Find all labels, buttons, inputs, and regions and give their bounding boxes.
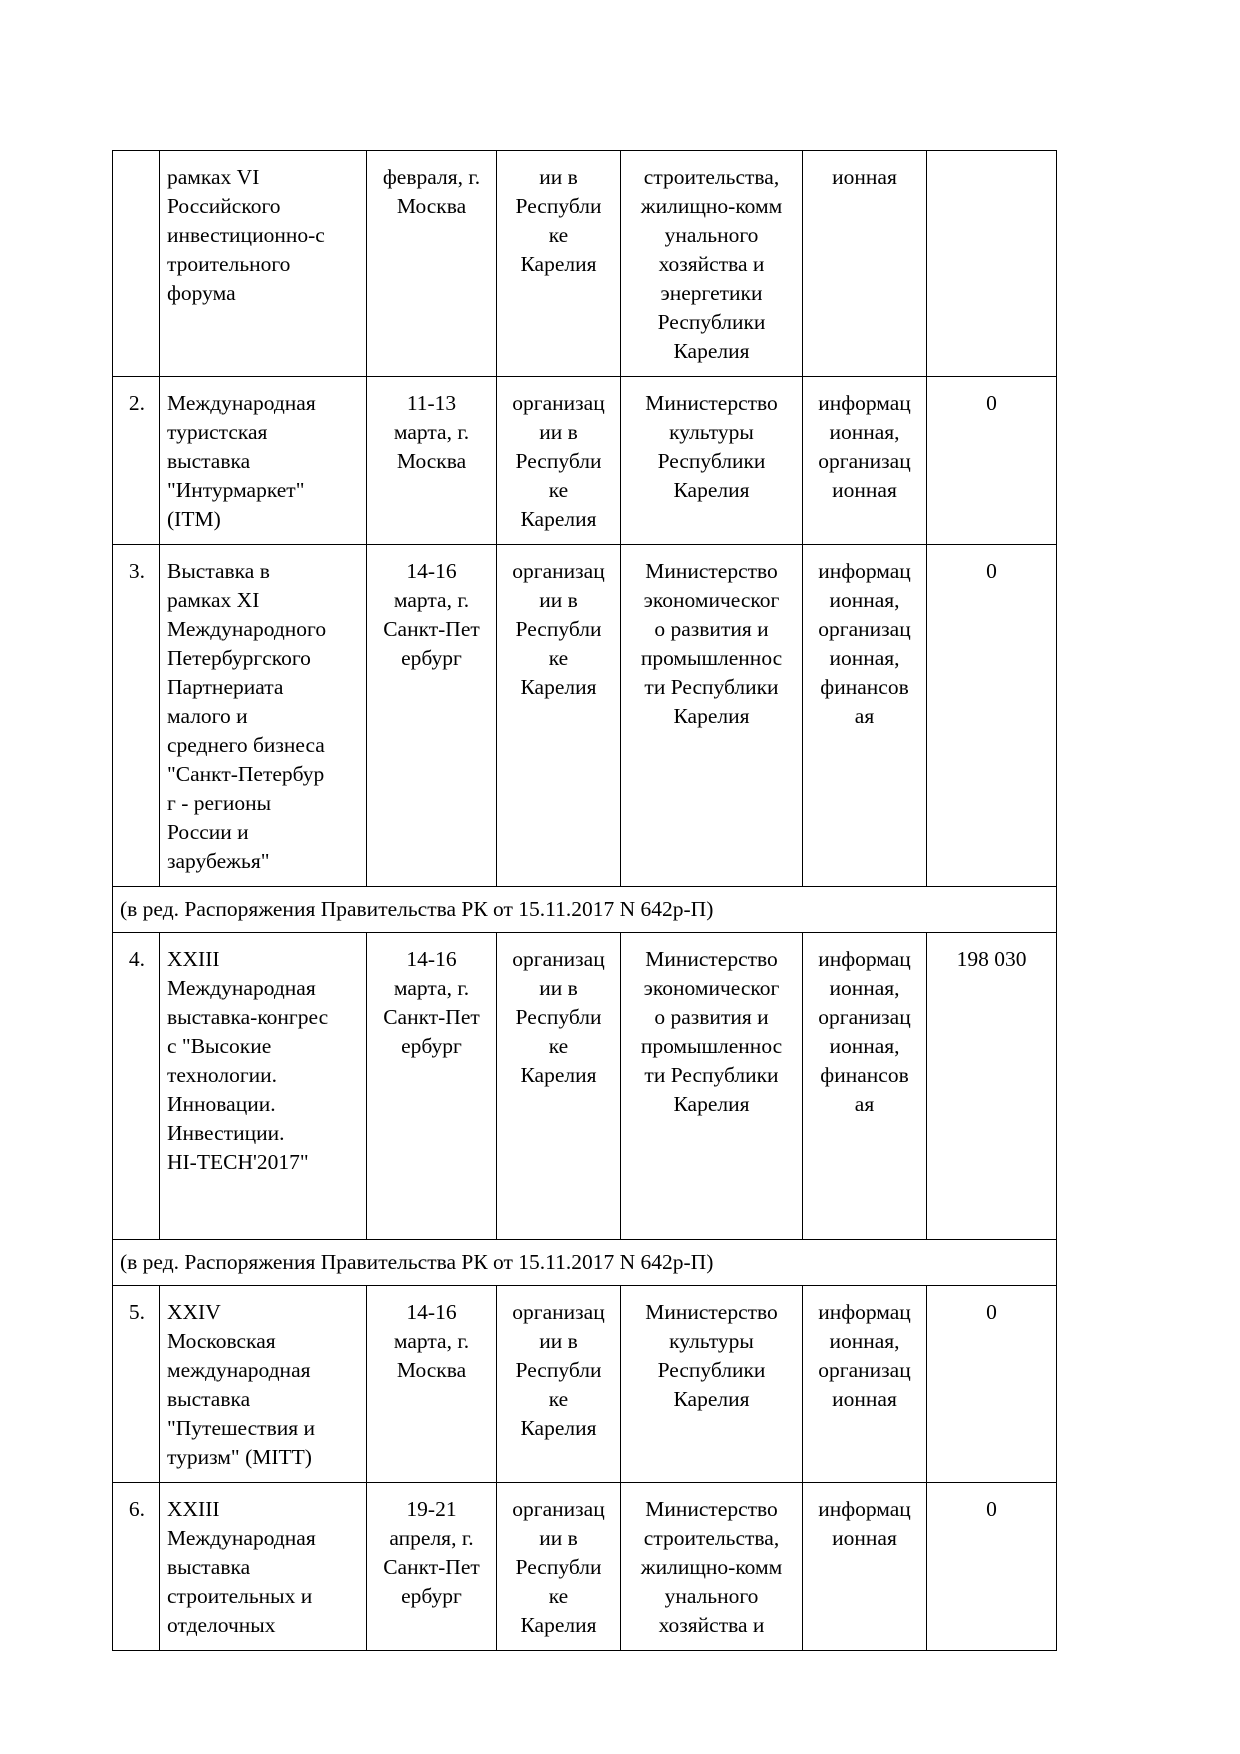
table-row	[113, 933, 1057, 1240]
event-date-place: 19-21 апреля, г. Санкт-Пет ербург	[367, 1483, 497, 1651]
events-table	[112, 150, 1057, 1651]
event-name: XXIII Международная выставка-конгрес с "Высокие технологии. Инновации. Инвестиции. HI-TECH'2017"	[160, 933, 367, 1240]
participants: ии в Республи ке Карелия	[497, 151, 621, 377]
participants: организац ии в Республи ке Карелия	[497, 545, 621, 887]
participants: организац ии в Республи ке Карелия	[497, 1286, 621, 1483]
row-number: 5.	[113, 1286, 160, 1483]
row-number: 6.	[113, 1483, 160, 1651]
row-number: 2.	[113, 377, 160, 545]
amendment-note: (в ред. Распоряжения Правительства РК от 15.11.2017 N 642р-П)	[113, 1240, 1057, 1286]
support-type: информац ионная, организац ионная, финансов ая	[803, 933, 927, 1240]
support-type: информац ионная	[803, 1483, 927, 1651]
table-row	[113, 1483, 1057, 1651]
row-number: 3.	[113, 545, 160, 887]
event-name: Международная туристская выставка "Интурмаркет" (ITM)	[160, 377, 367, 545]
event-date-place: февраля, г. Москва	[367, 151, 497, 377]
event-date-place: 14-16 марта, г. Санкт-Пет ербург	[367, 545, 497, 887]
table-row	[113, 151, 1057, 377]
row-number	[113, 151, 160, 377]
support-type: информац ионная, организац ионная	[803, 1286, 927, 1483]
table-row	[113, 377, 1057, 545]
participants: организац ии в Республи ке Карелия	[497, 1483, 621, 1651]
table-row	[113, 1286, 1057, 1483]
row-number: 4.	[113, 933, 160, 1240]
support-type: информац ионная, организац ионная	[803, 377, 927, 545]
amendment-note: (в ред. Распоряжения Правительства РК от 15.11.2017 N 642р-П)	[113, 887, 1057, 933]
event-name: Выставка в рамках XI Международного Петербургского Партнериата малого и среднего бизнеса "Санкт-Петербур г - регионы России и зарубежья"	[160, 545, 367, 887]
event-name: XXIV Московская международная выставка "Путешествия и туризм" (MITT)	[160, 1286, 367, 1483]
amendment-note-row	[113, 887, 1057, 933]
event-date-place: 14-16 марта, г. Москва	[367, 1286, 497, 1483]
support-type: ионная	[803, 151, 927, 377]
responsible-executor: Министерство культуры Республики Карелия	[621, 377, 803, 545]
funding-amount	[927, 151, 1057, 377]
funding-amount: 198 030	[927, 933, 1057, 1240]
funding-amount: 0	[927, 1483, 1057, 1651]
responsible-executor: Министерство экономическог о развития и промышленнос ти Республики Карелия	[621, 545, 803, 887]
responsible-executor: строительства, жилищно-комм унального хозяйства и энергетики Республики Карелия	[621, 151, 803, 377]
responsible-executor: Министерство культуры Республики Карелия	[621, 1286, 803, 1483]
participants: организац ии в Республи ке Карелия	[497, 377, 621, 545]
amendment-note-row	[113, 1240, 1057, 1286]
support-type: информац ионная, организац ионная, финансов ая	[803, 545, 927, 887]
event-date-place: 14-16 марта, г. Санкт-Пет ербург	[367, 933, 497, 1240]
event-name: XXIII Международная выставка строительных и отделочных	[160, 1483, 367, 1651]
event-name: рамках VI Российского инвестиционно-с троительного форума	[160, 151, 367, 377]
participants: организац ии в Республи ке Карелия	[497, 933, 621, 1240]
funding-amount: 0	[927, 1286, 1057, 1483]
funding-amount: 0	[927, 377, 1057, 545]
event-date-place: 11-13 марта, г. Москва	[367, 377, 497, 545]
responsible-executor: Министерство строительства, жилищно-комм унального хозяйства и	[621, 1483, 803, 1651]
responsible-executor: Министерство экономическог о развития и промышленнос ти Республики Карелия	[621, 933, 803, 1240]
funding-amount: 0	[927, 545, 1057, 887]
table-row	[113, 545, 1057, 887]
